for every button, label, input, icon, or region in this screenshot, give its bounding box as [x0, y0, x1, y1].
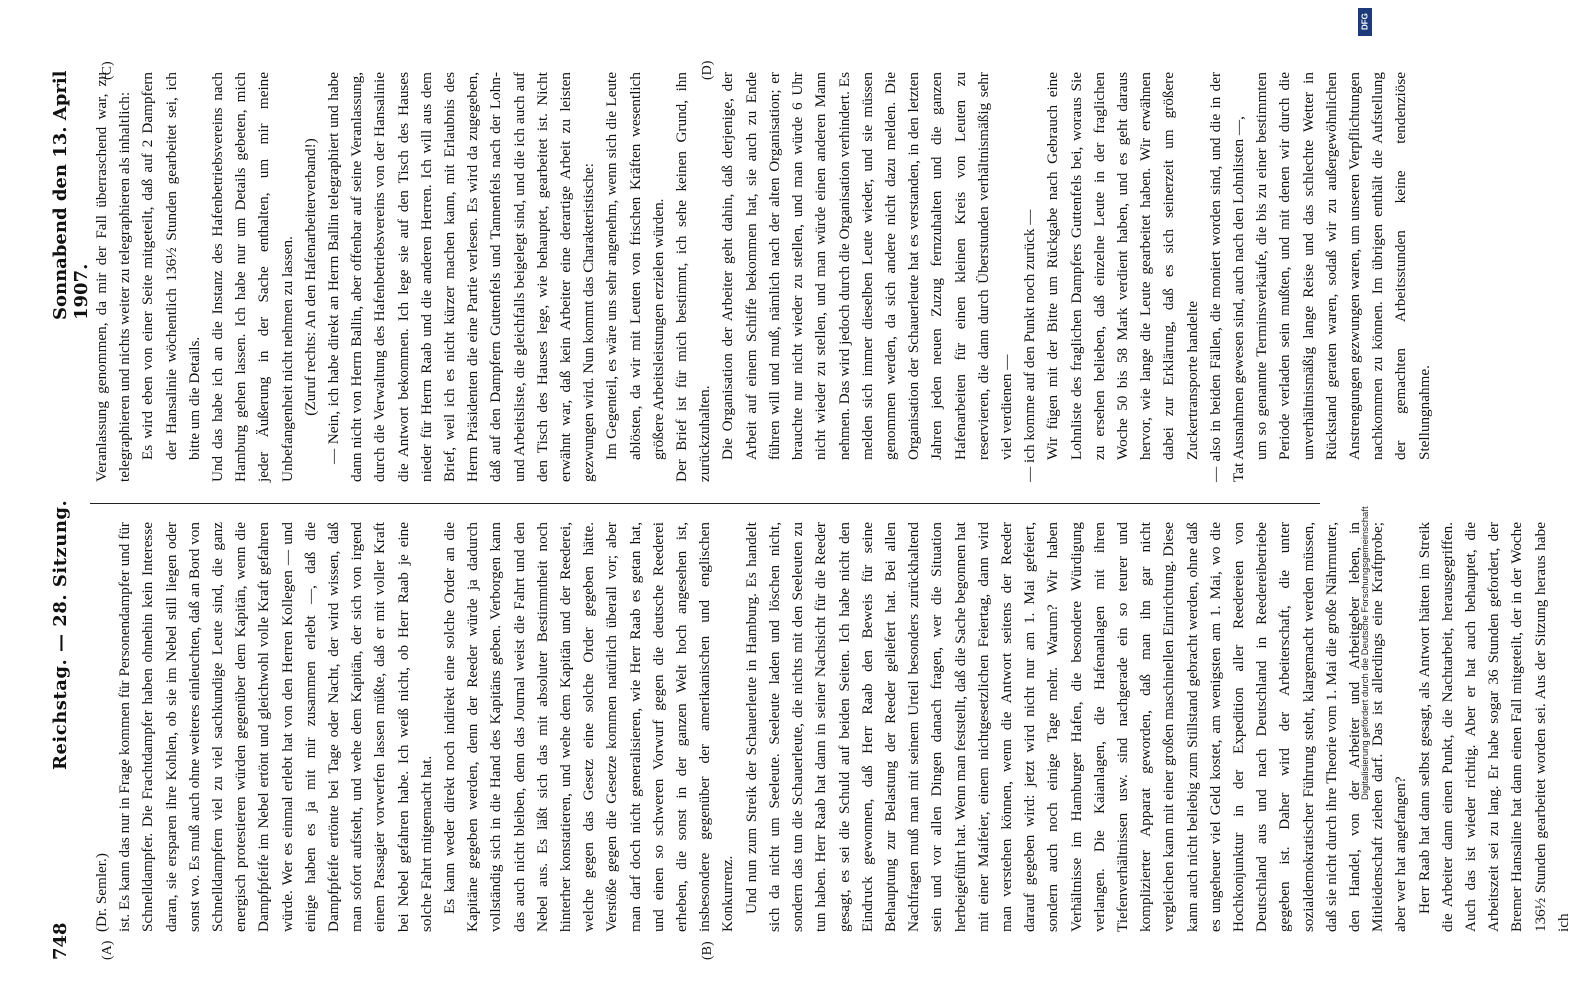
margin-marker-a: (A): [100, 940, 115, 960]
remark: — ich komme auf den Punkt noch zurück —: [1021, 209, 1039, 482]
digitization-note: Digitalisierung gefördert durch die Deutsche Forschungsgemeinschaft: [1360, 506, 1371, 800]
page-number: 748: [50, 922, 71, 960]
dfg-logo: DFG: [1358, 8, 1372, 36]
paragraph: Der Brief ist für mich bestimmt, ich sehe keinen Grund, ihn zurückzuhalten.: [673, 72, 714, 482]
paragraph: — Nein, ich habe direkt an Herrn Ballin telegraphiert und habe dann nicht von Herrn Ballin, aber offenbar auf seine Veranlassung, durch die Verwaltung des Hafenbetriebsvereins von der Hansalinie die Antwort bekommen. Ich lege sie auf den Tisch des Hauses nieder für Herrn Raab und die anderen Herren. Ich will aus dem Brief, weil ich es nicht kürzer machen kann, mit Erlaubnis des Herrn Präsidenten die eine Partie verlesen. Es wird da zugegeben, daß auf den Dampfern Guttenfels und Tannenfels nach der Lohn- und Arbeitsliste, die gleichfalls beigelegt sind, und die ich auch auf den Tisch des Hauses lege, wie behauptet, gearbeitet ist. Nicht erwähnt war, daß kein Arbeiter eine derartige Arbeit zu leisten gezwungen wird. Nun kommt das Charakteristische:: [325, 72, 598, 482]
margin-marker-b: (B): [700, 941, 715, 960]
paragraph: Und nun zum Streik der Schauerleute in Hamburg. Es handelt sich da nicht um Seeleute. Seeleute laden und löschen nicht, sondern das tun die Schauerleute, die nichts mit den Seeleuten zu tun haben. Herr Raab hat dann in seiner Nachsicht für die Reeder gesagt, es sei die Schuld auf beiden Seiten. Ich habe nicht den Eindruck gewonnen, daß Herr Raab den Beweis für seine Behauptung zur Belastung der Reeder geliefert hat. Bei allen Nachfragen muß man mit seinem Urteil besonders zurückhaltend sein und vor allen Dingen danach fragen, wer die Situation herbeigeführt hat. Wenn man feststellt, daß die Sache begonnen hat mit einer Maifeier, einem nichtgesetzlichen Feiertag, dann wird man verstehen können, wenn die Antwort seitens der Reeder darauf gegeben wird: jetzt wird nicht nur am 1. Mai gefeiert, sondern auch noch einige Tage mehr. Warum? Wir haben Verhältnisse im Hamburger Hafen, die besondere Würdigung verlangen. Die Kaianlagen, die Hafenanlagen mit ihren Tiefenverhältnissen usw. sind nachgerade ein so teurer und komplizierter Apparat geworden, daß man ihn gar nicht vergleichen kann mit einer großen maschinellen Einrichtung. Diese kann auch nicht beliebig zum Stillstand gebracht werden, ohne daß es ungeheuer viel Geld kostet, am wenigsten am 1. Mai, wo die Hochkonjunktur in der Expedition aller Reedereien von Deutschland aus und nach Deutschland in Reedereibetriebe gegeben ist. Daher wird der Arbeiterschaft, die unter sozialdemokratischer Führung steht, klargemacht werden müssen, daß sie nicht durch ihre Theorie vom 1. Mai die große Nährmutter, den Handel, von der Arbeiter und Arbeitgeber leben, in Mitleidenschaft ziehen darf. Das ist allerdings eine Kraftprobe; aber wer hat angefangen?: [742, 522, 1410, 932]
paragraph: Es kann weder direkt noch indirekt eine solche Order an die Kapitäne gegeben werden, denn der Reeder würde ja dadurch vollständig sich in die Hand des Kapitäns geben. Verborgen kann das auch nicht bleiben, denn das Journal weist die Fahrt und den Nebel aus. Es läßt sich das mit absoluter Bestimmtheit noch hinterher konstatieren, und wehe dem Kapitän und der Reederei, welche gegen das Gesetz eine solche Order gegeben hätte. Verstöße gegen die Gesetze kommen natürlich überall vor; aber man darf doch nicht generalisieren, wie Herr Raab es getan hat, und einen so schweren Vorwurf gegen die deutsche Reederei erheben, die sonst in der ganzen Welt hoch angesehen ist, insbesondere gegenüber der amerikanischen und englischen Konkurrenz.: [441, 522, 737, 932]
margin-marker-d: (D): [700, 60, 715, 80]
remark: — also in beiden Fällen, die moniert worden sind, und die in der Tat Ausnahmen gewesen sind, auch nach den Lohnlisten —,: [1206, 72, 1247, 482]
interjection: (Zuruf rechts: An den Hafenarbeiterverband!): [301, 138, 319, 416]
page-header: [40, 40, 92, 960]
speaker-label: (Dr. Semler.): [93, 853, 110, 932]
quote: Die Organisation der Arbeiter geht dahin, daß derjenige, der Arbeit auf einem Schiffe bekommen hat, sie auch zu Ende führen will und muß, nämlich nach der alten Organisation; er brauchte nur nicht wieder zu stellen, und man würde 6 Uhr nicht wieder zu stellen, und man würde einen anderen Mann nehmen. Das wird jedoch durch die Organisation verhindert. Es melden sich immer dieselben Leute wieder, und sie müssen genommen werden, da sich andere nicht dazu melden. Die Organisation der Schauerleute hat es verstanden, in den letzten Jahren jeden neuen Zuzug fernzuhalten und die ganzen Hafenarbeiten für einen kleinen Kreis von Leuten zu reservieren, die dann durch Überstunden verhältnismäßig sehr viel verdienen —: [719, 72, 1015, 460]
quote: Es wird eben von einer Seite mitgeteilt, daß auf 2 Dampfern der Hansalinie wöchentlich 136½ Stunden gearbeitet sei, ich bitte um die Details.: [139, 72, 203, 460]
paragraph: ist. Es kann das nur in Frage kommen für Personendampfer und für Schnelldampfer. Die Frachtdampfer haben ohnehin kein Interesse daran, sie ersparen ihre Kohlen, ob sie im Nebel still liegen oder sonst wo. Es muß auch ohne weiteres einleuchten, daß an Bord von Schnelldampfern viel zu viel sachkundige Leute sind, die ganz energisch protestieren würden gegenüber dem Kapitän, wenn die Dampfpfeife im Nebel ertönt und gleichwohl volle Kraft gefahren würde. Wer es einmal erlebt hat von den Herren Kollegen — und einige haben es ja mit mir zusammen erlebt —, daß die Dampfpfeife ertönte bei Tage oder Nacht, der wird wissen, daß man sofort aufsteht, und wehe dem Kapitän, der sich von irgend einem Passagier vorwerfen lassen müßte, daß er mit voller Kraft bei Nebel gefahren habe. Ich weiß nicht, ob Herr Raab je eine solche Fahrt mitgemacht hat.: [116, 522, 435, 932]
quote: Im Gegenteil, es wäre uns sehr angenehm, wenn sich die Leute ablösten, da wir mit Leuten von frischen Kräften wesentlich größere Arbeitsleistungen erzielen würden.: [603, 72, 667, 460]
paragraph: Herr Raab hat dann selbst gesagt, als Antwort hätten im Streik die Arbeiter dann einen Punkt, die Nachtarbeit, herausgegriffen. Auch das ist wieder richtig. Aber er hat auch behauptet, die Arbeitszeit sei zu lang. Er habe sogar 36 Stunden gefordert, der Bremer Hansaline hat dann einen Fall mitgeteilt, der in der Woche 136½ Stunden gearbeitet worden sei. Aus der Sitzung heraus habe ich: [1415, 522, 1572, 932]
session-title: Reichstag. — 28. Sitzung.: [50, 499, 71, 770]
column-divider: [90, 503, 1320, 504]
paragraph: Veranlassung genommen, da mir der Fall überraschend war, zu telegraphieren und nichts weiter zu telegraphieren als inhaltlich:: [93, 72, 134, 482]
paragraph: Und das habe ich an die Instanz des Hafenbetriebsvereins nach Hamburg gehen lassen. Ich habe nur um Details gebeten, mich jeder Äußerung in der Sache enthalten, um mir meine Unbefangenheit nicht nehmen zu lassen.: [209, 72, 296, 482]
quote: um so genannte Terminsverkäufe, die bis zu einer bestimmten Periode verladen sein mußten, und mit denen wir durch die unverhältnismäßig lange Reise und das schlechte Wetter in Rückstand geraten waren, sodaß wir zu außergewöhnlichen Anstrengungen gezwungen waren, um unseren Verpflichtungen nachkommen zu können. Im übrigen enthält die Aufstellung der gemachten Arbeitsstunden keine tendenziöse Stellungnahme.: [1253, 72, 1433, 460]
session-date: Sonnabend den 13. April 1907.: [50, 70, 92, 320]
quote: Wir fügen mit der Bitte um Rückgabe nach Gebrauch eine Lohnliste des fraglichen Dampfers Guttenfels bei, woraus Sie zu ersehen belieben, daß einzelne Leute in der fraglichen Woche 50 bis 58 Mark verdient haben, und es geht daraus hervor, wie lange die Leute gearbeitet haben. Wir erwähnen dabei zur Erklärung, daß es sich seinerzeit um größere Zuckertransporte handelte: [1044, 72, 1201, 460]
margin-marker-c: (C): [100, 61, 115, 80]
right-column: [90, 72, 1433, 482]
